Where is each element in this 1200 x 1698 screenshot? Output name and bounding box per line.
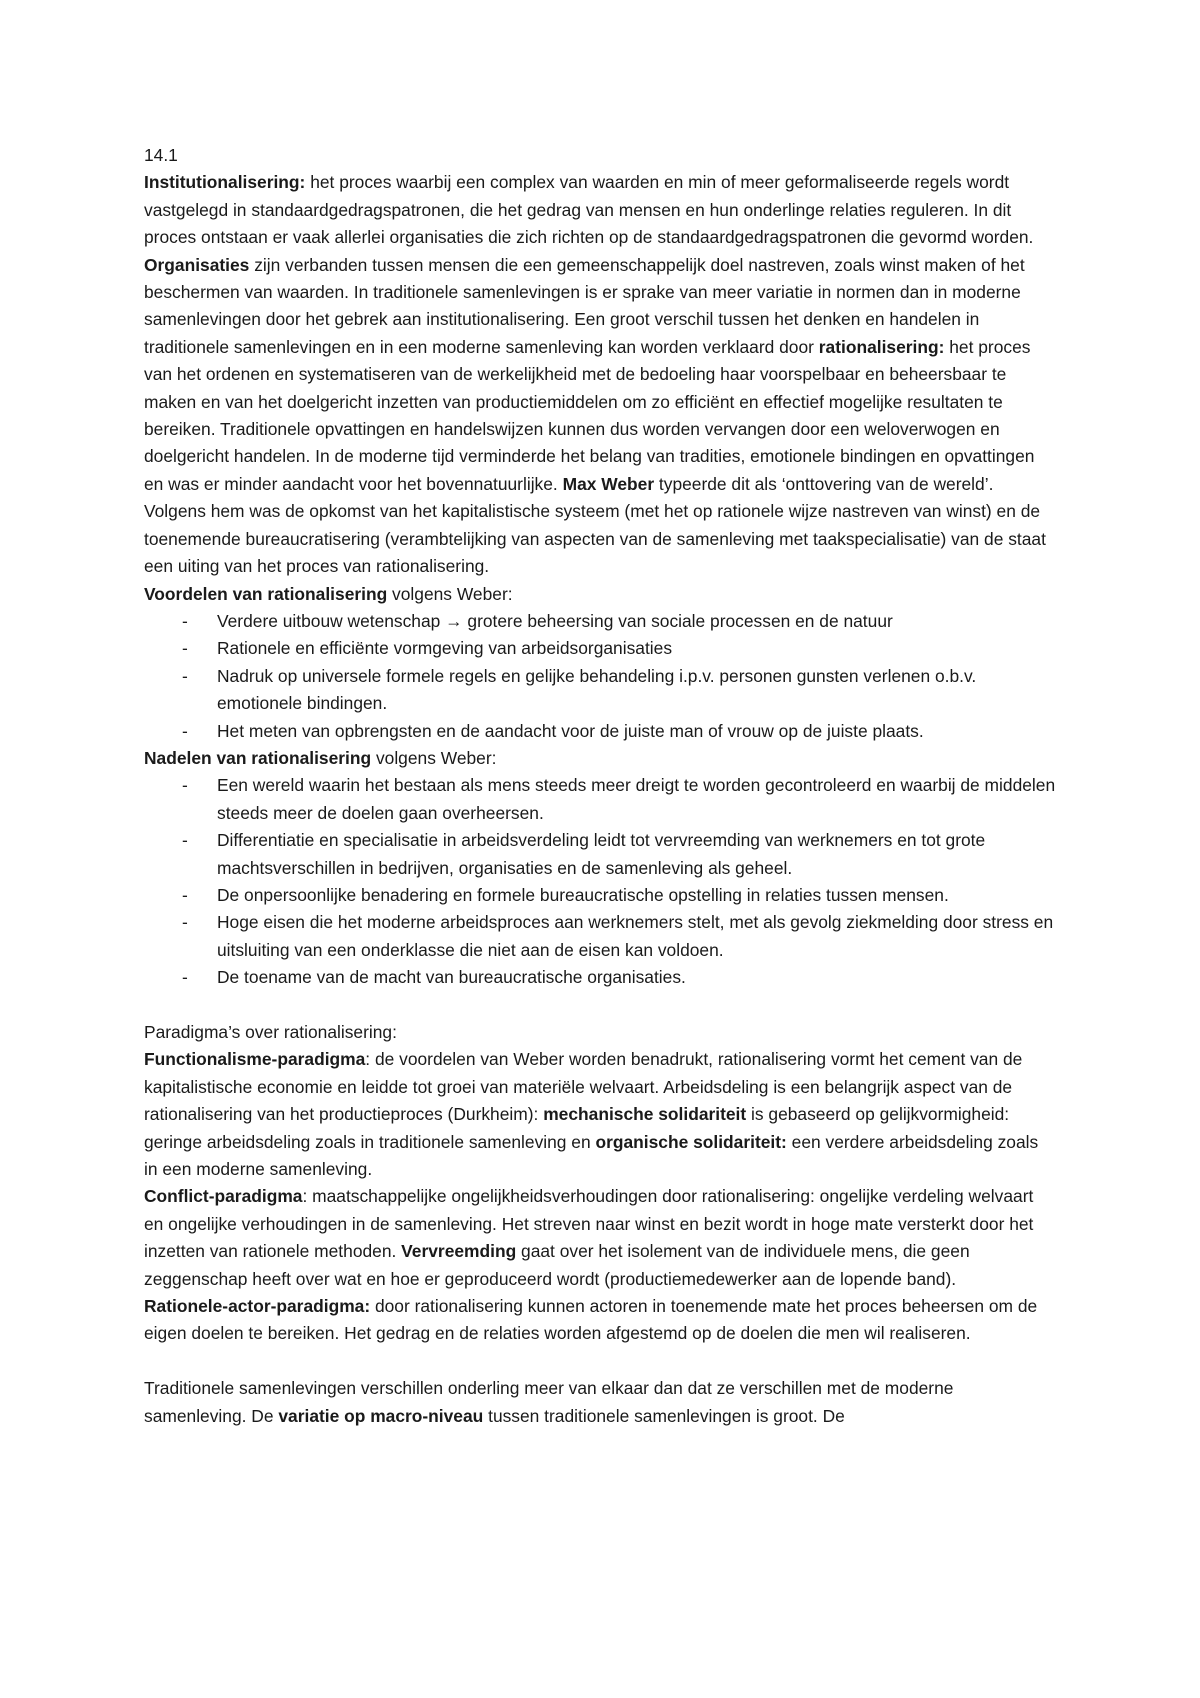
term-rationele-actor: Rationele-actor-paradigma: (144, 1296, 371, 1317)
text-span: het proces van het ordenen en systematiseren van de werkelijkheid met de bedoeling haar voorspelbaar en beheersbaar te maken en van het doelgericht inzetten van productiemiddelen om zo efficiënt en effectief mogelijke resultaten te bereiken. Traditionele opvattingen en handelswijzen kunnen dus worden vervangen door een weloverwogen en doelgericht handelen. In de moderne tijd verminderde het belang van tradities, emotionele bindingen en opvattingen en was er minder aandacht voor het bovennatuurlijke. (144, 336, 1035, 494)
paragraph-rationele-actor (144, 1293, 1056, 1348)
text-span: Traditionele samenlevingen verschillen onderling meer van elkaar dan dat ze verschillen met de moderne samenleving. De (144, 1378, 954, 1426)
list-item: - Het meten van opbrengsten en de aandacht voor de juiste man of vrouw op de juiste plaats. (144, 718, 1056, 745)
list-item: - Nadruk op universele formele regels en gelijke behandeling i.p.v. personen gunsten verlenen o.b.v. emotionele bindingen. (144, 663, 1056, 718)
text-span: : de voordelen van Weber worden benadrukt, rationalisering vormt het cement van de kapitalistische economie en leidde tot groei van materiële welvaart. Arbeidsdeling is een belangrijk aspect van de rationalisering van het productieproces (Durkheim): (144, 1049, 1023, 1125)
text-span: het proces waarbij een complex van waarden en min of meer geformaliseerde regels wordt vastgelegd in standaardgedragspatronen, die het gedrag van mensen en hun onderlinge relaties reguleren. In dit proces ontstaan er vaak allerlei organisaties die zich richten op de standaardgedragspatronen die gevormd worden. (144, 172, 1034, 248)
term-conflict-paradigma: Conflict-paradigma (144, 1186, 303, 1207)
list-item: - De toename van de macht van bureaucratische organisaties. (144, 964, 1056, 991)
term-rationalisering: rationalisering: (818, 336, 945, 357)
section-heading: 14.1 (144, 145, 178, 165)
arrow-right-icon: → (445, 610, 463, 631)
text-span: een verdere arbeidsdeling zoals in een moderne samenleving. (144, 1131, 1039, 1180)
document-page (144, 142, 1056, 1430)
text-span: Verdere uitbouw wetenschap (217, 610, 446, 631)
paragraph-functionalisme (144, 1046, 1056, 1183)
advantages-title-rest: volgens Weber: (387, 583, 513, 604)
disadvantages-title-bold: Nadelen van rationalisering (144, 747, 372, 768)
list-item: - Hoge eisen die het moderne arbeidsproces aan werknemers stelt, met als gevolg ziekmelding door stress en uitsluiting van een onderklasse die niet aan de eisen kan voldoen. (144, 909, 1056, 964)
disadvantages-title (144, 745, 1056, 772)
term-organische-solidariteit: organische solidariteit: (595, 1131, 787, 1152)
term-mechanische-solidariteit: mechanische solidariteit (543, 1104, 747, 1125)
paragraph-closing (144, 1375, 1056, 1430)
text-span: zijn verbanden tussen mensen die een gemeenschappelijk doel nastreven, zoals winst maken of het beschermen van waarden. In traditionele samenlevingen is er sprake van meer variatie in normen dan in moderne samenlevingen door het gebrek aan institutionalisering. Een groot verschil tussen het denken en handelen in traditionele samenlevingen en in een moderne samenleving kan worden verklaard door (144, 254, 1025, 357)
list-item: - De onpersoonlijke benadering en formele bureaucratische opstelling in relaties tussen mensen. (144, 882, 1056, 909)
text-span: is gebaseerd op gelijkvormigheid: geringe arbeidsdeling zoals in traditionele samenleving en (144, 1104, 1010, 1152)
list-item: - Een wereld waarin het bestaan als mens steeds meer dreigt te worden gecontroleerd en waarbij de middelen steeds meer de doelen gaan overheersen. (144, 772, 1056, 827)
text-span: : maatschappelijke ongelijkheidsverhoudingen door rationalisering: ongelijke verdeling welvaart en ongelijke verhoudingen in de samenleving. Het streven naar winst en bezit wordt in hoge mate versterkt door het inzetten van rationele methoden. (144, 1186, 1034, 1262)
list-item: - Differentiatie en specialisatie in arbeidsverdeling leidt tot vervreemding van werknemers en tot grote machtsverschillen in bedrijven, organisaties en de samenleving als geheel. (144, 827, 1056, 882)
text-span: grotere beheersing van sociale processen en de natuur (462, 610, 893, 631)
advantages-list (144, 608, 1056, 745)
term-max-weber: Max Weber (562, 473, 655, 494)
term-vervreemding: Vervreemding (401, 1241, 517, 1262)
blank-line (144, 1348, 1056, 1375)
term-organisaties: Organisaties (144, 254, 250, 275)
disadvantages-title-rest: volgens Weber: (371, 747, 497, 768)
list-item (144, 608, 1056, 635)
text-span: typeerde dit als ‘onttovering van de wereld’. Volgens hem was de opkomst van het kapitalistische systeem (met het op rationele wijze nastreven van winst) en de toenemende bureaucratisering (verambtelijking van aspecten van de samenleving met taakspecialisatie) van de staat een uiting van het proces van rationalisering. (144, 473, 1046, 577)
text-span: gaat over het isolement van de individuele mens, die geen zeggenschap heeft over wat en hoe er geproduceerd wordt (productiemedewerker aan de lopende band). (144, 1241, 970, 1289)
paragraph-conflict (144, 1183, 1056, 1293)
disadvantages-list (144, 772, 1056, 991)
list-item: - Rationele en efficiënte vormgeving van arbeidsorganisaties (144, 635, 1056, 662)
term-institutionalisering: Institutionalisering: (144, 172, 306, 193)
advantages-title-bold: Voordelen van rationalisering (144, 583, 388, 604)
term-functionalisme: Functionalisme-paradigma (144, 1049, 366, 1070)
advantages-title (144, 581, 1056, 608)
text-span: door rationalisering kunnen actoren in toenemende mate het proces beheersen om de eigen doelen te bereiken. Het gedrag en de relaties worden afgestemd op de doelen die men wil realiseren. (144, 1296, 1038, 1344)
paradigms-intro: Paradigma’s over rationalisering: (144, 1021, 397, 1042)
paragraph-institutionalisering (144, 169, 1056, 580)
term-variatie-macro-niveau: variatie op macro-niveau (278, 1405, 484, 1426)
text-span: tussen traditionele samenlevingen is groot. De (483, 1405, 845, 1426)
blank-line (144, 992, 1056, 1019)
